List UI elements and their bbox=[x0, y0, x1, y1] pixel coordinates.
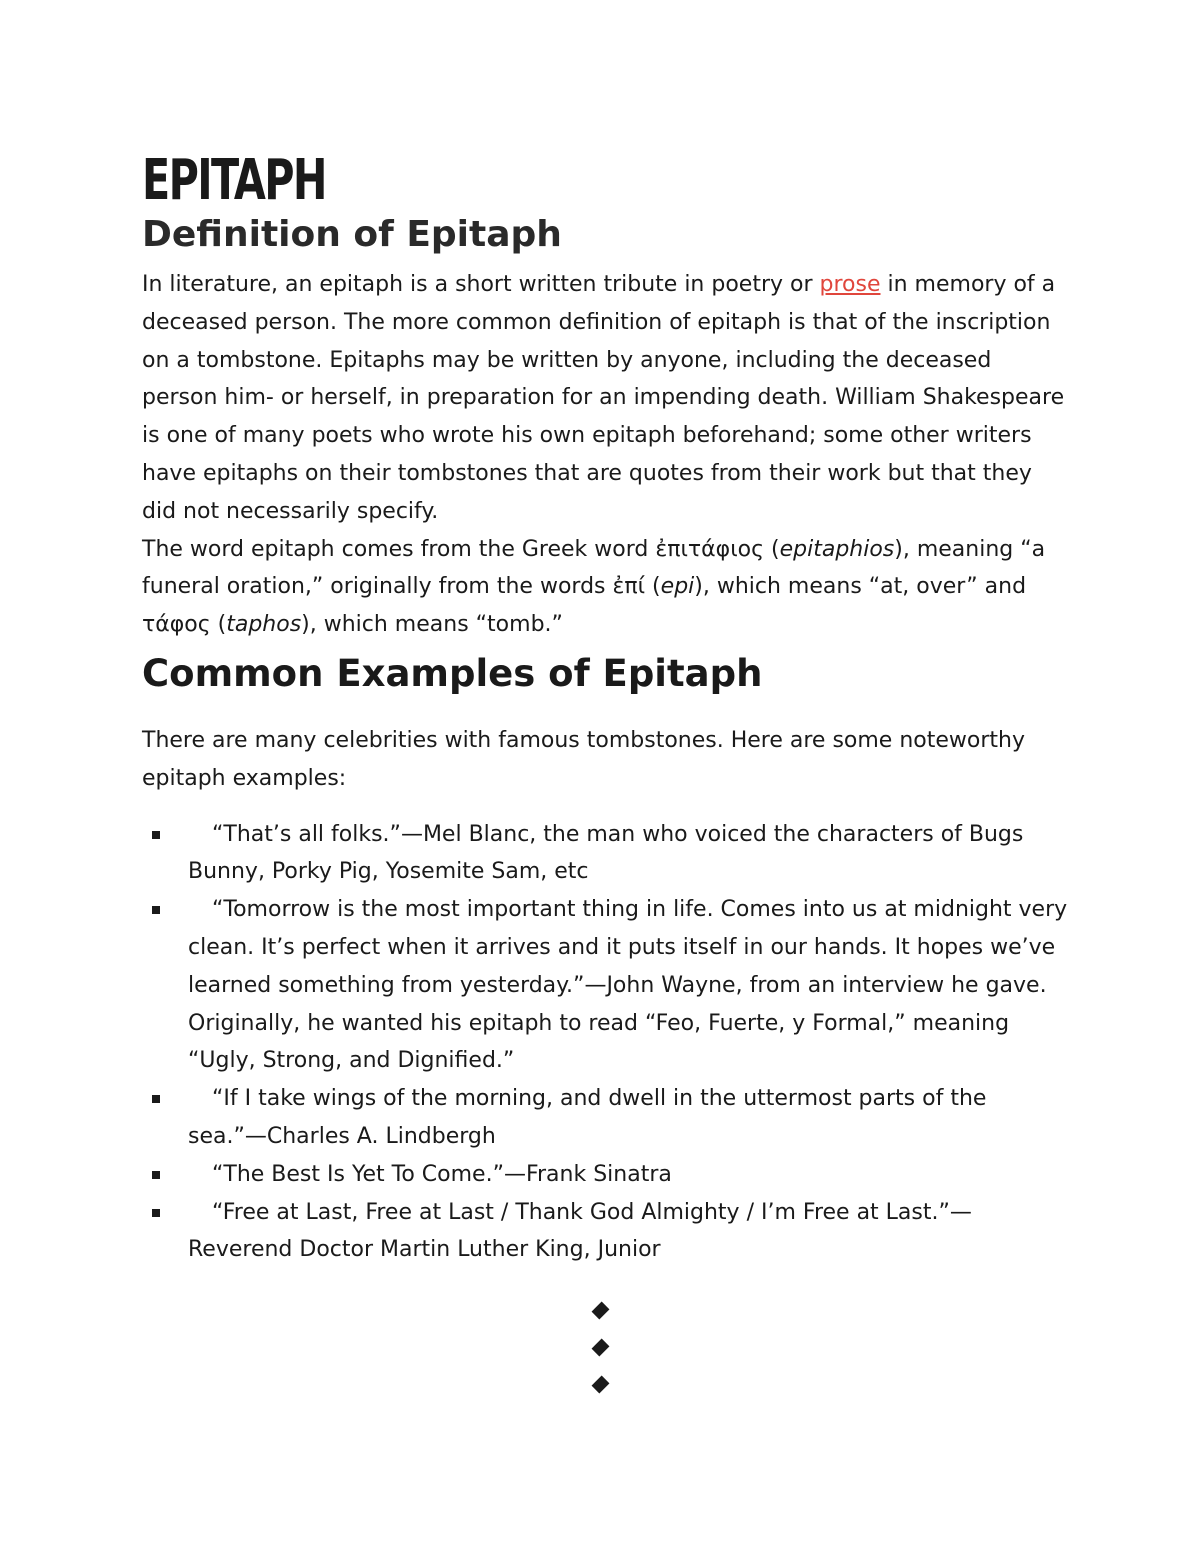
list-item-text: “Free at Last, Free at Last / Thank God Almighty / I’m Free at Last.”—Reverend Doctor Martin Luther King, Junior bbox=[188, 1199, 972, 1263]
square-bullet-icon bbox=[152, 831, 160, 839]
list-item-text: “Tomorrow is the most important thing in life. Comes into us at midnight very clean. It’s perfect when it arrives and it puts itself in our hands. It hopes we’ve learned something from yesterday.”—John Wayne, from an interview he gave. Originally, he wanted his epitaph to read “Feo, Fuerte, y Formal,” meaning “Ugly, Strong, and Dignified.” bbox=[188, 897, 1068, 1074]
examples-list bbox=[142, 816, 1072, 1270]
definition-text-part: In literature, an epitaph is a short written tribute in poetry or bbox=[142, 272, 820, 297]
diamond-icon bbox=[591, 1339, 609, 1357]
list-item-text: “The Best Is Yet To Come.”—Frank Sinatra bbox=[212, 1161, 672, 1187]
list-item bbox=[142, 1080, 1072, 1156]
list-item bbox=[142, 1156, 1072, 1194]
list-item-text: “If I take wings of the morning, and dwell in the uttermost parts of the sea.”—Charles A. Lindbergh bbox=[188, 1086, 987, 1149]
examples-intro: There are many celebrities with famous tombstones. Here are some noteworthy epitaph examples: bbox=[142, 727, 1025, 791]
etymology-text: ), meaning “a funeral oration,” originally from the words ἐπί ( bbox=[142, 536, 1046, 600]
examples-heading: Common Examples of Epitaph bbox=[142, 651, 763, 695]
document-page bbox=[142, 150, 1072, 1269]
list-item bbox=[142, 891, 1072, 1080]
etymology-paragraph bbox=[142, 531, 1072, 644]
list-item bbox=[142, 816, 1072, 892]
document-title: EPITAPH bbox=[142, 148, 326, 213]
square-bullet-icon bbox=[152, 906, 160, 914]
square-bullet-icon bbox=[152, 1095, 160, 1103]
list-item-text: “That’s all folks.”—Mel Blanc, the man who voiced the characters of Bugs Bunny, Porky Pig, Yosemite Sam, etc bbox=[188, 821, 1024, 885]
etymology-term: epi bbox=[660, 574, 695, 600]
etymology-text: ), which means “tomb.” bbox=[301, 612, 563, 638]
definition-paragraph bbox=[142, 266, 1072, 531]
prose-link[interactable]: prose bbox=[819, 272, 881, 297]
etymology-term: epitaphios bbox=[779, 536, 895, 562]
square-bullet-icon bbox=[152, 1171, 160, 1179]
square-bullet-icon bbox=[152, 1209, 160, 1217]
diamond-icon bbox=[591, 1376, 609, 1394]
etymology-term: taphos bbox=[226, 612, 302, 638]
definition-text-part: in memory of a deceased person. The more common definition of epitaph is that of the inscription on a tombstone. Epitaphs may be written by anyone, including the deceased person him- or herself, in preparation for an impending death. William Shakespeare is one of many poets who wrote his own epitaph beforehand; some other writers have epitaphs on their tombstones that are quotes from their work but that they did not necessarily specify. bbox=[142, 272, 1065, 524]
definition-heading: Definition of Epitaph bbox=[142, 214, 562, 255]
list-item bbox=[142, 1194, 1072, 1270]
diamond-separator bbox=[584, 1305, 616, 1416]
diamond-icon bbox=[591, 1302, 609, 1320]
etymology-text: The word epitaph comes from the Greek word ἐπιτάφιος ( bbox=[142, 536, 780, 562]
etymology-text: ), which means “at, over” and τάφος ( bbox=[142, 574, 1027, 638]
